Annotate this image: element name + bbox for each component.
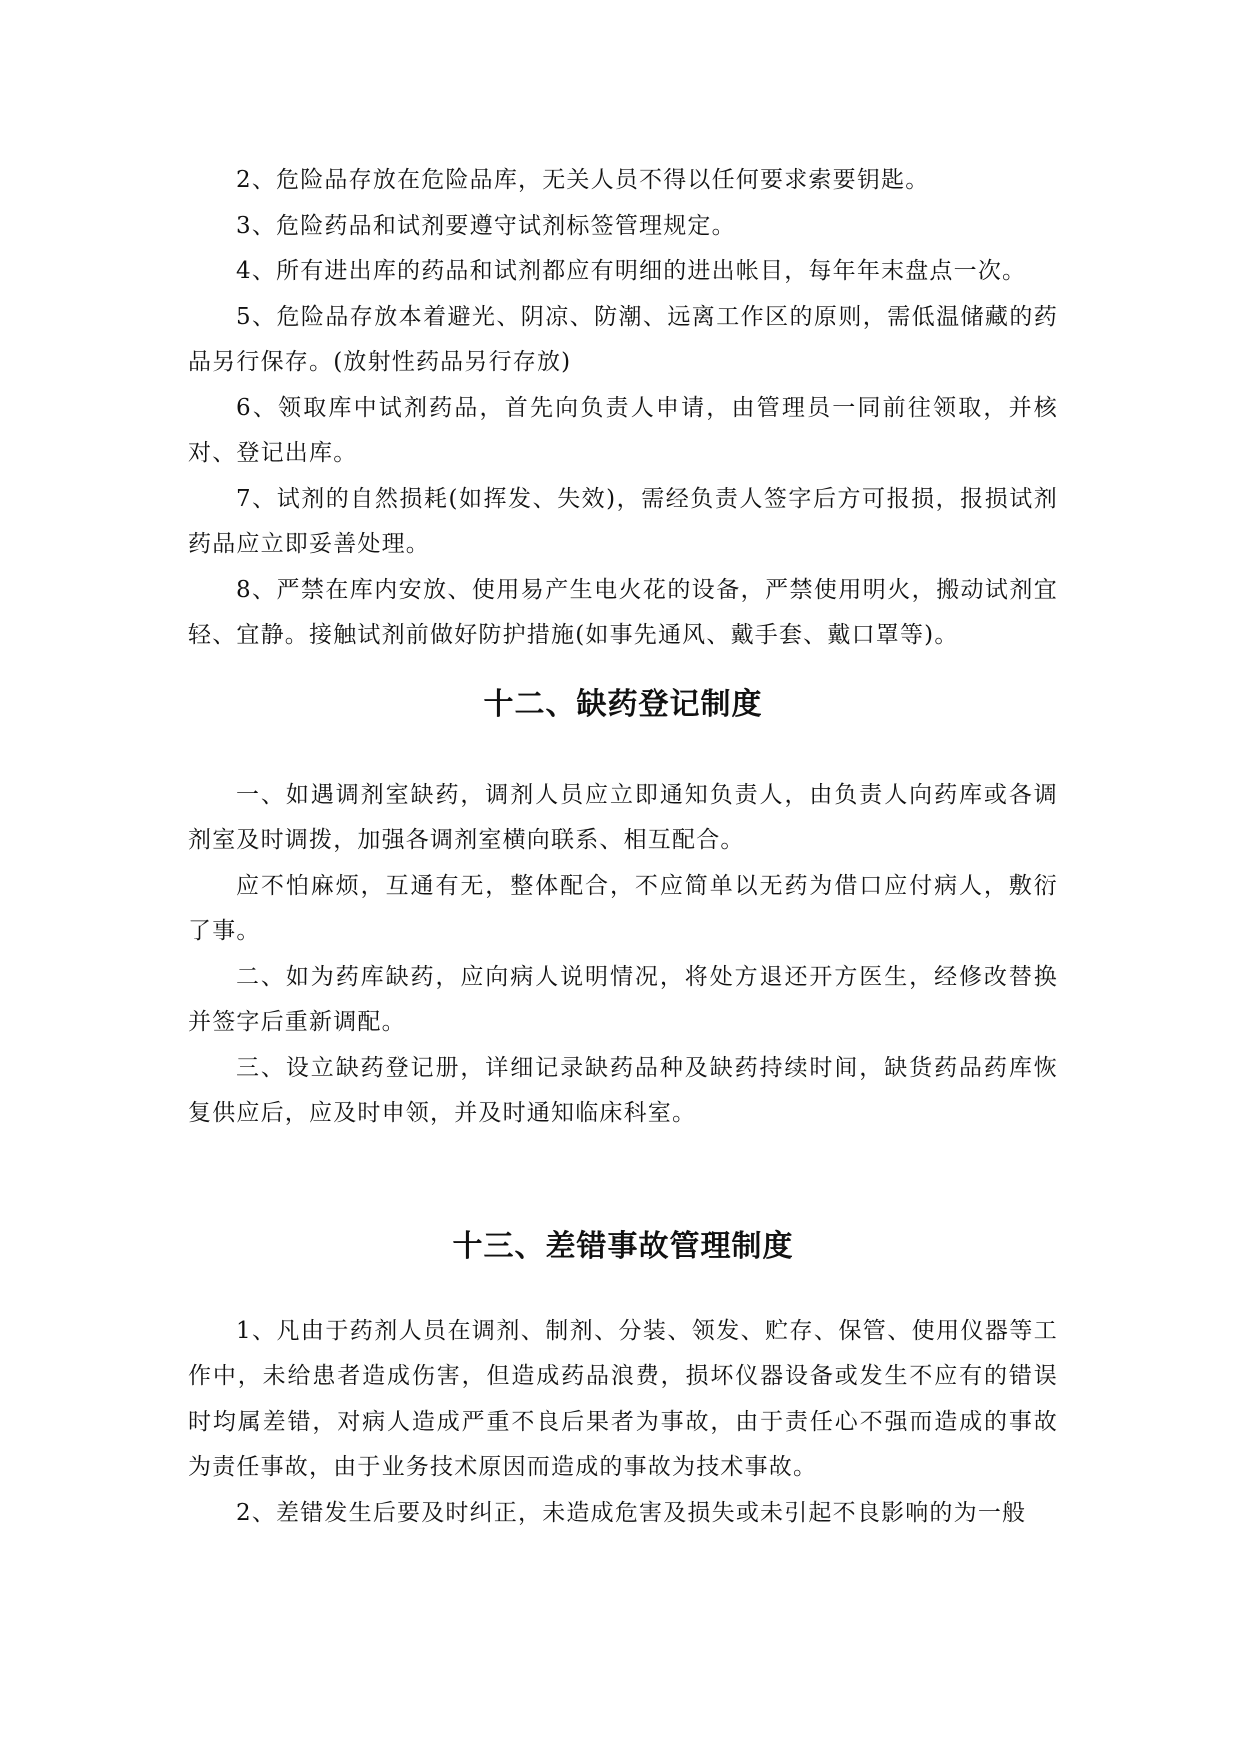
paragraph: 6、领取库中试剂药品，首先向负责人申请，由管理员一同前往领取，并核对、登记出库。 <box>188 394 1058 466</box>
paragraph: 一、如遇调剂室缺药，调剂人员应立即通知负责人，由负责人向药库或各调剂室及时调拨，加强各调剂室横向联系、相互配合。 <box>188 781 1058 853</box>
paragraph: 2、差错发生后要及时纠正，未造成危害及损失或未引起不良影响的为一般 <box>236 1499 1027 1526</box>
section-title-12: 十二、缺药登记制度 <box>483 686 763 722</box>
paragraph: 二、如为药库缺药，应向病人说明情况，将处方退还开方医生，经修改替换并签字后重新调配。 <box>188 963 1058 1035</box>
section-12-body <box>188 773 1058 1137</box>
paragraph: 4、所有进出库的药品和试剂都应有明细的进出帐目，每年年末盘点一次。 <box>236 258 1027 284</box>
paragraph: 7、试剂的自然损耗(如挥发、失效)，需经负责人签字后方可报损，报损试剂药品应立即妥善处理。 <box>188 485 1058 557</box>
paragraph: 应不怕麻烦，互通有无，整体配合，不应简单以无药为借口应付病人，敷衍了事。 <box>188 872 1058 944</box>
section-13-body <box>188 1309 1058 1537</box>
paragraph: 3、危险药品和试剂要遵守试剂标签管理规定。 <box>236 212 736 239</box>
paragraph: 2、危险品存放在危险品库，无关人员不得以任何要求索要钥匙。 <box>236 167 930 193</box>
document-body <box>188 158 1058 1536</box>
paragraph: 三、设立缺药登记册，详细记录缺药品种及缺药持续时间，缺货药品药库恢复供应后，应及时申领，并及时通知临床科室。 <box>188 1054 1058 1126</box>
paragraph: 8、严禁在库内安放、使用易产生电火花的设备，严禁使用明火，搬动试剂宜轻、宜静。接触试剂前做好防护措施(如事先通风、戴手套、戴口罩等)。 <box>188 576 1058 648</box>
section-title-13: 十三、差错事故管理制度 <box>452 1228 794 1264</box>
paragraph: 5、危险品存放本着避光、阴凉、防潮、远离工作区的原则，需低温储藏的药品另行保存。(放射性药品另行存放) <box>188 303 1058 375</box>
paragraph: 1、凡由于药剂人员在调剂、制剂、分装、领发、贮存、保管、使用仪器等工作中，未给患者造成伤害，但造成药品浪费，损坏仪器设备或发生不应有的错误时均属差错，对病人造成严重不良后果者为事故，由于责任心不强而造成的事故为责任事故，由于业务技术原因而造成的事故为技术事故。 <box>188 1317 1058 1480</box>
intro-section <box>188 158 1058 659</box>
